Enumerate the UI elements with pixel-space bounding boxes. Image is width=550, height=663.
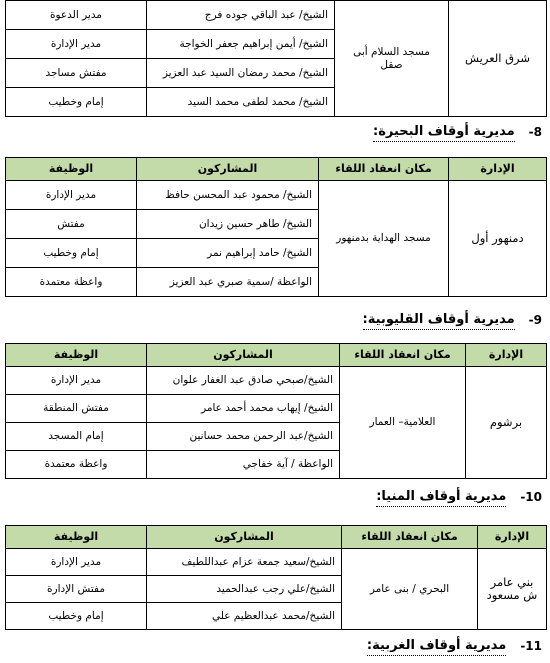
- section-title: مديرية أوقاف المنيا:: [376, 488, 506, 507]
- participant-cell: الشيخ/ عبد الباقي جوده فرج: [147, 1, 335, 30]
- admin-cell: برشوم: [466, 367, 547, 479]
- admin-cell: شرق العريش: [449, 1, 547, 117]
- job-cell: إمام وخطيب: [6, 239, 137, 268]
- section-number: 10-: [520, 490, 542, 504]
- section-number: 11-: [520, 639, 542, 653]
- table-row: [6, 549, 547, 576]
- place-cell: العلامية– العمار: [340, 367, 466, 479]
- participant-cell: الواعظة /سمية صبري عبد العزيز: [137, 268, 319, 297]
- participant-cell: الشيخ/ إيهاب محمد أحمد عامر: [147, 395, 340, 423]
- participant-cell: الشيخ/ محمود عبد المحسن حافظ: [137, 181, 319, 210]
- section-heading-11: [367, 637, 542, 655]
- job-cell: مفتش: [6, 210, 137, 239]
- table-header-row: [6, 158, 547, 181]
- participant-cell: الشيخ/ محمد لطفى محمد السيد: [147, 88, 335, 117]
- header-admin: الإدارة: [466, 344, 547, 367]
- job-cell: مدير الإدارة: [6, 30, 147, 59]
- place-cell: البحري / بنى عامر: [342, 549, 478, 630]
- admin-cell: بني عامر ش مسعود: [478, 549, 547, 630]
- header-place: مكان انعقاد اللقاء: [340, 344, 466, 367]
- job-cell: إمام وخطيب: [6, 88, 147, 117]
- section-title: مديرية أوقاف الغربية:: [367, 637, 506, 656]
- header-participants: المشاركون: [137, 158, 319, 181]
- job-cell: إمام المسجد: [6, 423, 147, 451]
- place-cell: مسجد الهداية بدمنهور: [319, 181, 449, 297]
- participant-cell: الشيخ/ محمد رمضان السيد عبد العزيز: [147, 59, 335, 88]
- job-cell: مفتش الإدارة: [6, 576, 147, 603]
- job-cell: مدير الإدارة: [6, 367, 147, 395]
- section-number: 8-: [528, 125, 542, 139]
- participant-cell: الواعظة / آية خفاجي: [147, 451, 340, 479]
- table-header-row: [6, 526, 547, 549]
- job-cell: مدير الإدارة: [6, 181, 137, 210]
- header-place: مكان انعقاد اللقاء: [319, 158, 449, 181]
- table-row: [6, 181, 547, 210]
- table-block0: [5, 0, 547, 117]
- section-title: مديرية أوقاف القليوبية:: [363, 311, 515, 330]
- participant-cell: الشيخ/محمد عبدالعظيم علي: [147, 603, 342, 630]
- place-cell: مسجد السلام أبى صقل: [335, 1, 449, 117]
- participant-cell: الشيخ/صبحي صادق عبد الغفار علوان: [147, 367, 340, 395]
- job-cell: إمام وخطيب: [6, 603, 147, 630]
- section-heading-8: [373, 123, 542, 141]
- table-section8: [5, 157, 547, 297]
- job-cell: مدير الإدارة: [6, 549, 147, 576]
- header-participants: المشاركون: [147, 344, 340, 367]
- participant-cell: الشيخ/ حامد إبراهيم نمر: [137, 239, 319, 268]
- table-section10: [5, 525, 547, 630]
- table-header-row: [6, 344, 547, 367]
- table-row: [6, 1, 547, 30]
- participant-cell: الشيخ/ طاهر حسين زيدان: [137, 210, 319, 239]
- job-cell: مدير الدعوة: [6, 1, 147, 30]
- section-number: 9-: [528, 313, 542, 327]
- header-admin: الإدارة: [449, 158, 547, 181]
- job-cell: مفتش مساجد: [6, 59, 147, 88]
- table-row: [6, 367, 547, 395]
- section-title: مديرية أوقاف البحيرة:: [373, 123, 515, 142]
- section-heading-9: [363, 311, 542, 329]
- admin-cell: دمنهور أول: [449, 181, 547, 297]
- header-job: الوظيفة: [6, 158, 137, 181]
- job-cell: مفتش المنطقة: [6, 395, 147, 423]
- job-cell: واعظة معتمدة: [6, 451, 147, 479]
- section-heading-10: [376, 488, 542, 506]
- header-participants: المشاركون: [147, 526, 342, 549]
- header-job: الوظيفة: [6, 526, 147, 549]
- table-section9: [5, 343, 547, 479]
- header-job: الوظيفة: [6, 344, 147, 367]
- participant-cell: الشيخ/علي رجب عبدالحميد: [147, 576, 342, 603]
- participant-cell: الشيخ/ أيمن إبراهيم جعفر الخواجة: [147, 30, 335, 59]
- header-admin: الإدارة: [478, 526, 547, 549]
- header-place: مكان انعقاد اللقاء: [342, 526, 478, 549]
- participant-cell: الشيخ/عبد الرحمن محمد حسانين: [147, 423, 340, 451]
- participant-cell: الشيخ/سعيد جمعة عزام عبداللطيف: [147, 549, 342, 576]
- job-cell: واعظة معتمدة: [6, 268, 137, 297]
